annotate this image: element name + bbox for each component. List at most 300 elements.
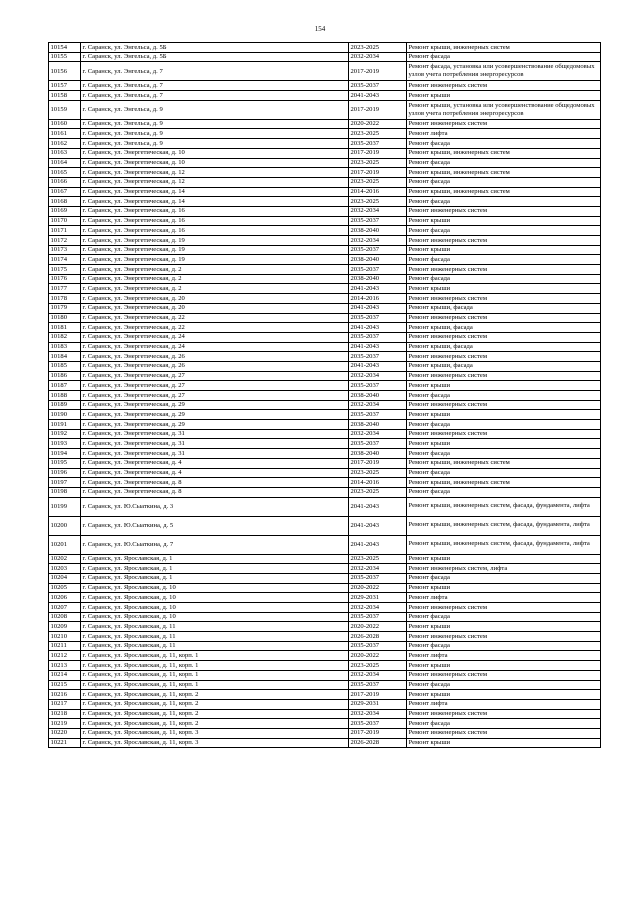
table-row (49, 265, 601, 275)
table-row (49, 429, 601, 439)
address-cell: г. Саранск, ул. Ярославская, д. 11, корп. 2 (81, 690, 349, 700)
period-cell: 2035-2037 (349, 719, 407, 729)
work-type-cell: Ремонт лифта (407, 129, 601, 139)
period-cell: 2035-2037 (349, 81, 407, 91)
table-row (49, 651, 601, 661)
period-cell: 2017-2019 (349, 168, 407, 178)
table-row (49, 168, 601, 178)
work-type-cell: Ремонт фасада (407, 612, 601, 622)
address-cell: г. Саранск, ул. Энгельса, д. 9 (81, 119, 349, 129)
row-number-cell: 10169 (49, 206, 81, 216)
table-row (49, 632, 601, 642)
row-number-cell: 10212 (49, 651, 81, 661)
period-cell: 2017-2019 (349, 100, 407, 119)
repair-schedule-table (48, 42, 601, 748)
period-cell: 2032-2034 (349, 709, 407, 719)
period-cell: 2023-2025 (349, 129, 407, 139)
period-cell: 2014-2016 (349, 478, 407, 488)
table-row (49, 449, 601, 459)
table-row (49, 294, 601, 304)
row-number-cell: 10176 (49, 274, 81, 284)
address-cell: г. Саранск, ул. Ярославская, д. 1 (81, 573, 349, 583)
table-row (49, 497, 601, 516)
table-row (49, 612, 601, 622)
row-number-cell: 10188 (49, 391, 81, 401)
period-cell: 2023-2025 (349, 554, 407, 564)
row-number-cell: 10190 (49, 410, 81, 420)
address-cell: г. Саранск, ул. Энгельса, д. 7 (81, 62, 349, 81)
address-cell: г. Саранск, ул. Ярославская, д. 11, корп. 3 (81, 728, 349, 738)
address-cell: г. Саранск, ул. Энергетическая, д. 26 (81, 361, 349, 371)
row-number-cell: 10196 (49, 468, 81, 478)
table-row (49, 535, 601, 554)
row-number-cell: 10218 (49, 709, 81, 719)
address-cell: г. Саранск, ул. Энергетическая, д. 20 (81, 303, 349, 313)
period-cell: 2017-2019 (349, 690, 407, 700)
work-type-cell: Ремонт крыши (407, 410, 601, 420)
work-type-cell: Ремонт крыши (407, 690, 601, 700)
address-cell: г. Саранск, ул. Ярославская, д. 1 (81, 554, 349, 564)
table-row (49, 361, 601, 371)
period-cell: 2032-2034 (349, 429, 407, 439)
row-number-cell: 10157 (49, 81, 81, 91)
period-cell: 2041-2043 (349, 497, 407, 516)
row-number-cell: 10164 (49, 158, 81, 168)
table-row (49, 478, 601, 488)
row-number-cell: 10195 (49, 458, 81, 468)
table-row (49, 216, 601, 226)
period-cell: 2038-2040 (349, 420, 407, 430)
row-number-cell: 10199 (49, 497, 81, 516)
table-row (49, 371, 601, 381)
address-cell: г. Саранск, ул. Энергетическая, д. 31 (81, 449, 349, 459)
row-number-cell: 10162 (49, 139, 81, 149)
table-row (49, 226, 601, 236)
address-cell: г. Саранск, ул. Энергетическая, д. 22 (81, 323, 349, 333)
table-row (49, 709, 601, 719)
row-number-cell: 10181 (49, 323, 81, 333)
work-type-cell: Ремонт фасада (407, 274, 601, 284)
address-cell: г. Саранск, ул. Энергетическая, д. 22 (81, 313, 349, 323)
table-row (49, 187, 601, 197)
row-number-cell: 10209 (49, 622, 81, 632)
period-cell: 2035-2037 (349, 216, 407, 226)
address-cell: г. Саранск, ул. Энгельса, д. 9 (81, 100, 349, 119)
address-cell: г. Саранск, ул. Ярославская, д. 10 (81, 603, 349, 613)
address-cell: г. Саранск, ул. Ярославская, д. 11, корп. 1 (81, 651, 349, 661)
table-row (49, 690, 601, 700)
table-row (49, 661, 601, 671)
period-cell: 2032-2034 (349, 603, 407, 613)
work-type-cell: Ремонт фасада (407, 52, 601, 62)
work-type-cell: Ремонт инженерных систем (407, 294, 601, 304)
address-cell: г. Саранск, ул. Энергетическая, д. 29 (81, 420, 349, 430)
address-cell: г. Саранск, ул. Энергетическая, д. 14 (81, 197, 349, 207)
row-number-cell: 10213 (49, 661, 81, 671)
address-cell: г. Саранск, ул. Энергетическая, д. 19 (81, 236, 349, 246)
period-cell: 2023-2025 (349, 487, 407, 497)
address-cell: г. Саранск, ул. Энергетическая, д. 20 (81, 294, 349, 304)
period-cell: 2023-2025 (349, 661, 407, 671)
table-row (49, 487, 601, 497)
address-cell: г. Саранск, ул. Энергетическая, д. 27 (81, 371, 349, 381)
work-type-cell: Ремонт крыши (407, 661, 601, 671)
period-cell: 2026-2028 (349, 738, 407, 748)
table-row (49, 303, 601, 313)
work-type-cell: Ремонт крыши, инженерных систем (407, 458, 601, 468)
work-type-cell: Ремонт фасада (407, 449, 601, 459)
period-cell: 2032-2034 (349, 670, 407, 680)
period-cell: 2014-2016 (349, 294, 407, 304)
address-cell: г. Саранск, ул. Энергетическая, д. 10 (81, 148, 349, 158)
row-number-cell: 10217 (49, 699, 81, 709)
table-row (49, 622, 601, 632)
table-row (49, 564, 601, 574)
table-row (49, 670, 601, 680)
period-cell: 2038-2040 (349, 226, 407, 236)
period-cell: 2023-2025 (349, 158, 407, 168)
table-row (49, 554, 601, 564)
table-row (49, 52, 601, 62)
period-cell: 2026-2028 (349, 632, 407, 642)
address-cell: г. Саранск, ул. Энергетическая, д. 31 (81, 429, 349, 439)
period-cell: 2017-2019 (349, 148, 407, 158)
address-cell: г. Саранск, ул. Энергетическая, д. 24 (81, 342, 349, 352)
address-cell: г. Саранск, ул. Энергетическая, д. 8 (81, 487, 349, 497)
address-cell: г. Саранск, ул. Энергетическая, д. 16 (81, 216, 349, 226)
address-cell: г. Саранск, ул. Энергетическая, д. 2 (81, 274, 349, 284)
table-row (49, 641, 601, 651)
period-cell: 2023-2025 (349, 197, 407, 207)
row-number-cell: 10154 (49, 43, 81, 53)
work-type-cell: Ремонт крыши (407, 381, 601, 391)
row-number-cell: 10167 (49, 187, 81, 197)
page-number: 154 (314, 25, 326, 33)
period-cell: 2032-2034 (349, 400, 407, 410)
period-cell: 2038-2040 (349, 391, 407, 401)
work-type-cell: Ремонт инженерных систем (407, 603, 601, 613)
address-cell: г. Саранск, ул. Энергетическая, д. 31 (81, 439, 349, 449)
address-cell: г. Саранск, ул. Энергетическая, д. 26 (81, 352, 349, 362)
row-number-cell: 10166 (49, 177, 81, 187)
address-cell: г. Саранск, ул. Энергетическая, д. 4 (81, 458, 349, 468)
table-row (49, 583, 601, 593)
row-number-cell: 10156 (49, 62, 81, 81)
work-type-cell: Ремонт инженерных систем, лифта (407, 564, 601, 574)
address-cell: г. Саранск, ул. Ю.Сыаткина, д. 3 (81, 497, 349, 516)
work-type-cell: Ремонт крыши, инженерных систем, фасада, фундамента, лифта (407, 535, 601, 554)
table-row (49, 236, 601, 246)
row-number-cell: 10215 (49, 680, 81, 690)
row-number-cell: 10179 (49, 303, 81, 313)
table-row (49, 680, 601, 690)
period-cell: 2035-2037 (349, 641, 407, 651)
period-cell: 2023-2025 (349, 43, 407, 53)
period-cell: 2035-2037 (349, 410, 407, 420)
work-type-cell: Ремонт крыши, фасада (407, 303, 601, 313)
work-type-cell: Ремонт инженерных систем (407, 313, 601, 323)
work-type-cell: Ремонт крыши (407, 284, 601, 294)
period-cell: 2041-2043 (349, 303, 407, 313)
row-number-cell: 10201 (49, 535, 81, 554)
row-number-cell: 10207 (49, 603, 81, 613)
period-cell: 2041-2043 (349, 516, 407, 535)
work-type-cell: Ремонт инженерных систем (407, 206, 601, 216)
work-type-cell: Ремонт крыши, фасада (407, 361, 601, 371)
period-cell: 2035-2037 (349, 265, 407, 275)
table-row (49, 381, 601, 391)
period-cell: 2032-2034 (349, 564, 407, 574)
period-cell: 2029-2031 (349, 699, 407, 709)
table-row (49, 458, 601, 468)
work-type-cell: Ремонт фасада (407, 573, 601, 583)
address-cell: г. Саранск, ул. Энгельса, д. 5Б (81, 52, 349, 62)
address-cell: г. Саранск, ул. Энергетическая, д. 2 (81, 265, 349, 275)
work-type-cell: Ремонт инженерных систем (407, 265, 601, 275)
table-row (49, 391, 601, 401)
address-cell: г. Саранск, ул. Ярославская, д. 11, корп. 2 (81, 709, 349, 719)
table-row (49, 738, 601, 748)
work-type-cell: Ремонт фасада (407, 680, 601, 690)
period-cell: 2038-2040 (349, 274, 407, 284)
work-type-cell: Ремонт лифта (407, 699, 601, 709)
table-row (49, 129, 601, 139)
work-type-cell: Ремонт фасада (407, 226, 601, 236)
address-cell: г. Саранск, ул. Энергетическая, д. 12 (81, 168, 349, 178)
table-row (49, 197, 601, 207)
table-row (49, 139, 601, 149)
address-cell: г. Саранск, ул. Энергетическая, д. 16 (81, 206, 349, 216)
period-cell: 2038-2040 (349, 449, 407, 459)
row-number-cell: 10171 (49, 226, 81, 236)
period-cell: 2032-2034 (349, 52, 407, 62)
table-row (49, 81, 601, 91)
work-type-cell: Ремонт фасада (407, 468, 601, 478)
row-number-cell: 10202 (49, 554, 81, 564)
work-type-cell: Ремонт крыши, инженерных систем (407, 478, 601, 488)
table-row (49, 148, 601, 158)
work-type-cell: Ремонт фасада (407, 641, 601, 651)
work-type-cell: Ремонт инженерных систем (407, 709, 601, 719)
work-type-cell: Ремонт лифта (407, 593, 601, 603)
period-cell: 2020-2022 (349, 651, 407, 661)
table-row (49, 206, 601, 216)
work-type-cell: Ремонт фасада (407, 139, 601, 149)
address-cell: г. Саранск, ул. Энергетическая, д. 16 (81, 226, 349, 236)
work-type-cell: Ремонт фасада (407, 177, 601, 187)
row-number-cell: 10163 (49, 148, 81, 158)
address-cell: г. Саранск, ул. Ярославская, д. 11, корп. 1 (81, 680, 349, 690)
period-cell: 2035-2037 (349, 680, 407, 690)
address-cell: г. Саранск, ул. Ярославская, д. 1 (81, 564, 349, 574)
work-type-cell: Ремонт крыши, инженерных систем (407, 148, 601, 158)
row-number-cell: 10160 (49, 119, 81, 129)
table-row (49, 593, 601, 603)
table-row (49, 420, 601, 430)
row-number-cell: 10155 (49, 52, 81, 62)
table-row (49, 43, 601, 53)
work-type-cell: Ремонт инженерных систем (407, 429, 601, 439)
work-type-cell: Ремонт крыши (407, 439, 601, 449)
period-cell: 2035-2037 (349, 245, 407, 255)
address-cell: г. Саранск, ул. Энгельса, д. 9 (81, 129, 349, 139)
address-cell: г. Саранск, ул. Энергетическая, д. 19 (81, 245, 349, 255)
table-row (49, 603, 601, 613)
period-cell: 2035-2037 (349, 139, 407, 149)
table-row (49, 91, 601, 101)
work-type-cell: Ремонт инженерных систем (407, 81, 601, 91)
table-row (49, 313, 601, 323)
table-row (49, 342, 601, 352)
period-cell: 2020-2022 (349, 583, 407, 593)
address-cell: г. Саранск, ул. Ю.Сыаткина, д. 5 (81, 516, 349, 535)
row-number-cell: 10205 (49, 583, 81, 593)
table-row (49, 516, 601, 535)
address-cell: г. Саранск, ул. Энергетическая, д. 24 (81, 332, 349, 342)
row-number-cell: 10177 (49, 284, 81, 294)
table-row (49, 274, 601, 284)
address-cell: г. Саранск, ул. Ярославская, д. 11 (81, 632, 349, 642)
table-row (49, 177, 601, 187)
period-cell: 2023-2025 (349, 468, 407, 478)
work-type-cell: Ремонт крыши (407, 216, 601, 226)
work-type-cell: Ремонт фасада (407, 719, 601, 729)
row-number-cell: 10208 (49, 612, 81, 622)
period-cell: 2035-2037 (349, 352, 407, 362)
work-type-cell: Ремонт крыши, фасада (407, 342, 601, 352)
address-cell: г. Саранск, ул. Ярославская, д. 10 (81, 583, 349, 593)
row-number-cell: 10203 (49, 564, 81, 574)
work-type-cell: Ремонт инженерных систем (407, 236, 601, 246)
table-row (49, 158, 601, 168)
period-cell: 2035-2037 (349, 332, 407, 342)
row-number-cell: 10189 (49, 400, 81, 410)
address-cell: г. Саранск, ул. Энгельса, д. 9 (81, 139, 349, 149)
work-type-cell: Ремонт инженерных систем (407, 400, 601, 410)
row-number-cell: 10220 (49, 728, 81, 738)
period-cell: 2014-2016 (349, 187, 407, 197)
address-cell: г. Саранск, ул. Энергетическая, д. 29 (81, 400, 349, 410)
work-type-cell: Ремонт фасада (407, 391, 601, 401)
row-number-cell: 10216 (49, 690, 81, 700)
row-number-cell: 10174 (49, 255, 81, 265)
work-type-cell: Ремонт фасада (407, 487, 601, 497)
work-type-cell: Ремонт инженерных систем (407, 728, 601, 738)
table-row (49, 573, 601, 583)
work-type-cell: Ремонт крыши (407, 583, 601, 593)
row-number-cell: 10191 (49, 420, 81, 430)
row-number-cell: 10210 (49, 632, 81, 642)
work-type-cell: Ремонт лифта (407, 651, 601, 661)
row-number-cell: 10182 (49, 332, 81, 342)
work-type-cell: Ремонт инженерных систем (407, 119, 601, 129)
table-row (49, 728, 601, 738)
row-number-cell: 10198 (49, 487, 81, 497)
work-type-cell: Ремонт крыши, инженерных систем (407, 168, 601, 178)
address-cell: г. Саранск, ул. Энергетическая, д. 12 (81, 177, 349, 187)
period-cell: 2032-2034 (349, 206, 407, 216)
period-cell: 2035-2037 (349, 313, 407, 323)
address-cell: г. Саранск, ул. Энергетическая, д. 2 (81, 284, 349, 294)
period-cell: 2020-2022 (349, 622, 407, 632)
row-number-cell: 10158 (49, 91, 81, 101)
row-number-cell: 10178 (49, 294, 81, 304)
period-cell: 2041-2043 (349, 323, 407, 333)
work-type-cell: Ремонт крыши (407, 622, 601, 632)
address-cell: г. Саранск, ул. Ярославская, д. 11, корп. 1 (81, 661, 349, 671)
row-number-cell: 10175 (49, 265, 81, 275)
work-type-cell: Ремонт инженерных систем (407, 371, 601, 381)
period-cell: 2035-2037 (349, 381, 407, 391)
period-cell: 2017-2019 (349, 728, 407, 738)
work-type-cell: Ремонт крыши (407, 554, 601, 564)
period-cell: 2035-2037 (349, 573, 407, 583)
work-type-cell: Ремонт фасада (407, 197, 601, 207)
row-number-cell: 10193 (49, 439, 81, 449)
period-cell: 2020-2022 (349, 119, 407, 129)
period-cell: 2041-2043 (349, 284, 407, 294)
address-cell: г. Саранск, ул. Энгельса, д. 7 (81, 81, 349, 91)
address-cell: г. Саранск, ул. Ю.Сыаткина, д. 7 (81, 535, 349, 554)
address-cell: г. Саранск, ул. Ярославская, д. 11, корп. 2 (81, 699, 349, 709)
row-number-cell: 10200 (49, 516, 81, 535)
table-row (49, 323, 601, 333)
address-cell: г. Саранск, ул. Энгельса, д. 7 (81, 91, 349, 101)
row-number-cell: 10173 (49, 245, 81, 255)
row-number-cell: 10168 (49, 197, 81, 207)
work-type-cell: Ремонт крыши, инженерных систем (407, 187, 601, 197)
table-row (49, 400, 601, 410)
address-cell: г. Саранск, ул. Ярославская, д. 11, корп. 1 (81, 670, 349, 680)
work-type-cell: Ремонт крыши, инженерных систем (407, 43, 601, 53)
table-row (49, 439, 601, 449)
table-row (49, 119, 601, 129)
table-row (49, 284, 601, 294)
address-cell: г. Саранск, ул. Энгельса, д. 5Б (81, 43, 349, 53)
table-row (49, 62, 601, 81)
row-number-cell: 10186 (49, 371, 81, 381)
address-cell: г. Саранск, ул. Ярославская, д. 11, корп. 2 (81, 719, 349, 729)
work-type-cell: Ремонт крыши, инженерных систем, фасада, фундамента, лифта (407, 516, 601, 535)
period-cell: 2023-2025 (349, 177, 407, 187)
address-cell: г. Саранск, ул. Энергетическая, д. 8 (81, 478, 349, 488)
row-number-cell: 10187 (49, 381, 81, 391)
address-cell: г. Саранск, ул. Энергетическая, д. 27 (81, 381, 349, 391)
row-number-cell: 10184 (49, 352, 81, 362)
period-cell: 2029-2031 (349, 593, 407, 603)
row-number-cell: 10180 (49, 313, 81, 323)
period-cell: 2041-2043 (349, 361, 407, 371)
period-cell: 2035-2037 (349, 612, 407, 622)
table-row (49, 699, 601, 709)
period-cell: 2017-2019 (349, 458, 407, 468)
table-row (49, 468, 601, 478)
row-number-cell: 10170 (49, 216, 81, 226)
row-number-cell: 10204 (49, 573, 81, 583)
row-number-cell: 10221 (49, 738, 81, 748)
address-cell: г. Саранск, ул. Ярославская, д. 10 (81, 612, 349, 622)
table-body (49, 43, 601, 748)
row-number-cell: 10159 (49, 100, 81, 119)
table-row (49, 352, 601, 362)
work-type-cell: Ремонт инженерных систем (407, 632, 601, 642)
address-cell: г. Саранск, ул. Ярославская, д. 11 (81, 622, 349, 632)
work-type-cell: Ремонт крыши (407, 91, 601, 101)
work-type-cell: Ремонт инженерных систем (407, 352, 601, 362)
table-row (49, 410, 601, 420)
period-cell: 2041-2043 (349, 535, 407, 554)
work-type-cell: Ремонт крыши (407, 245, 601, 255)
